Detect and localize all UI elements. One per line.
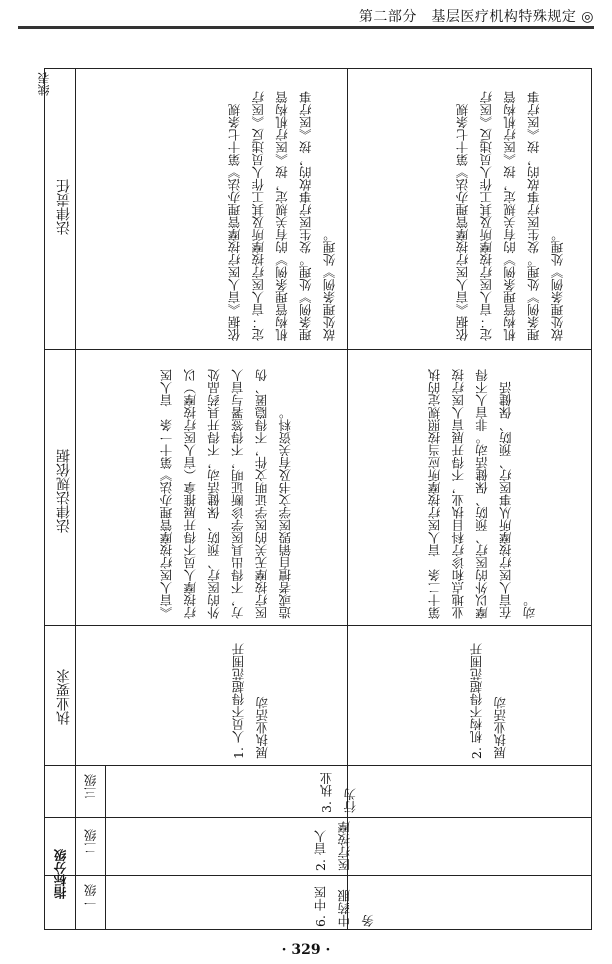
level1-header: 一级 xyxy=(83,884,98,909)
level3-header: 三级 xyxy=(83,774,98,799)
row2-liability: 依据《盲人医疗按摩管理办法》第十七条规定：盲人医疗按摩所及其工作人员违反《医疗机构管理条例》的有关规定，按《医疗机构管理条例》处理。发生医疗事故的，按《医疗事故处理条例》处理。 xyxy=(455,91,565,341)
row1-liability: 依据《盲人医疗按摩管理办法》第十七条规定：盲人医疗按摩所及其工作人员违反《医疗机构管理条例》的有关规定，按《医疗机构管理条例》处理。发生医疗事故的，按《医疗事故处理条例》处理。 xyxy=(227,91,337,341)
row2-requirement: 2. 机构不得超范围开展执业活动 xyxy=(469,643,508,759)
header-rule xyxy=(18,26,594,29)
col-line-l3-l2 xyxy=(45,817,591,818)
level2-header: 二级 xyxy=(83,829,98,854)
level2-cell: 2. 盲人医疗按摩 xyxy=(313,821,352,871)
level-header-line xyxy=(105,765,106,929)
requirement-header: 执业要求 xyxy=(56,669,72,725)
col-line-level-req xyxy=(45,765,591,766)
col-line-l2-l1 xyxy=(45,875,591,876)
row1-requirement: 1. 人员不得超范围开展执业活动 xyxy=(231,643,270,759)
level3-cell: 3. 执业行为 xyxy=(319,772,358,813)
col-line-basis-liability xyxy=(45,349,591,350)
continued-label: 续表 xyxy=(37,72,51,96)
row2-basis: 第十二条 盲人医疗按摩所应当按照规定的执业地点和诊疗科目执业，不得开展盲人医疗按摩以外的医疗、预防、保健活动。非盲人不得在盲人医疗按摩所从事医疗、预防、保健活动。 xyxy=(427,369,537,619)
col-line-req-basis xyxy=(45,625,591,626)
level1-cell: 6. 中医中药服务 xyxy=(313,886,376,927)
running-header: 第二部分 基层医疗机构特殊规定 ◎ xyxy=(358,9,594,25)
row1-basis: 《盲人医疗按摩管理办法》第十一条 盲人医疗按摩人员不得开展推拿（盲人医疗按摩）以外的医疗、预防、保健活动，不得开具药品处方，不得出具医学诊断证明，不得签署与盲人医疗按摩无关的医学证明文件，不得隐匿、伪造或者擅自销毁医学文书及有关资料。 xyxy=(159,369,293,619)
rotated-table xyxy=(44,68,592,930)
indicator-group-header: 指标分级 xyxy=(53,849,68,899)
page-number: · 329 · xyxy=(281,942,331,958)
basis-header: 法律法规依据 xyxy=(56,449,72,533)
liability-header: 法律责任 xyxy=(56,179,72,235)
